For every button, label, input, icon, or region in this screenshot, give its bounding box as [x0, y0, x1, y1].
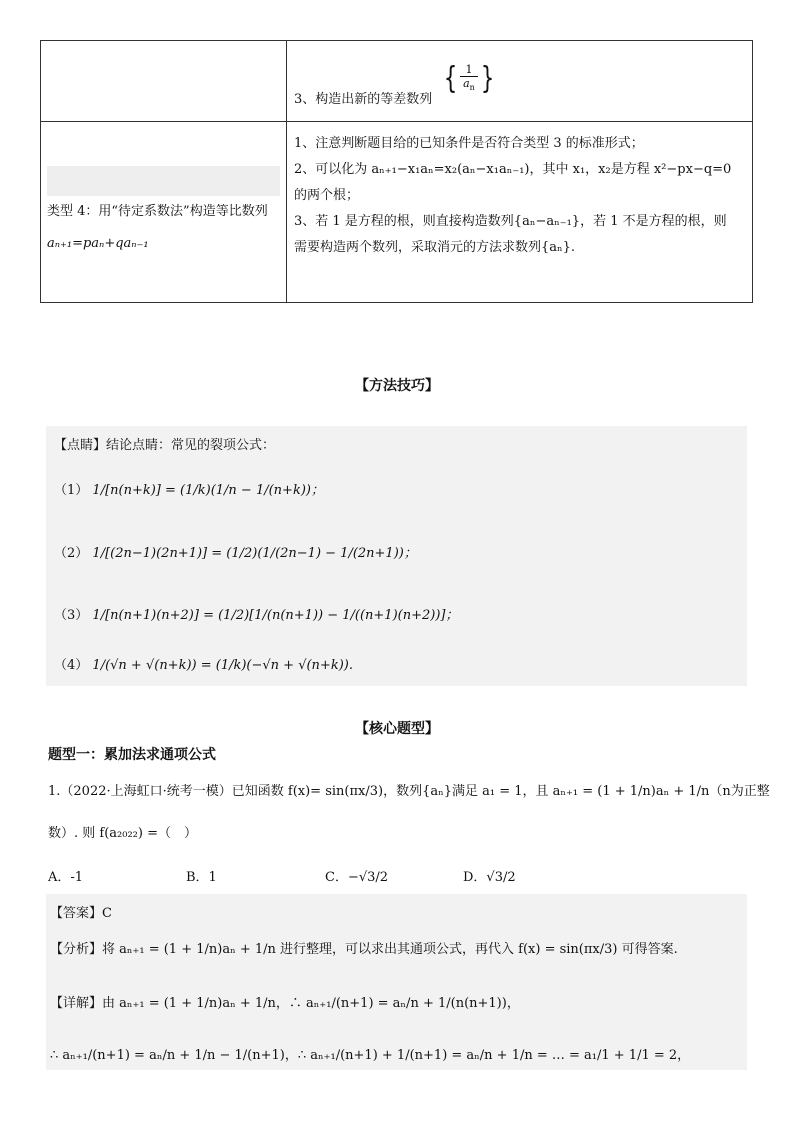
tip-label: （1） — [54, 483, 89, 498]
option-a: A．-1 — [48, 870, 84, 885]
detail-line-2: ∴ aₙ₊₁/(n+1) = aₙ/n + 1/n − 1/(n+1)，∴ aₙ₊₁/(n+1) + 1/(n+1) = aₙ/n + 1/n = … = a₁/1 + 1/1 = 2， — [50, 1048, 691, 1063]
note-line-3: 的两个根； — [294, 188, 360, 203]
reciprocal-fraction: { $\frac{1}{a_n}$ } — [443, 60, 495, 96]
note-line-2: 2、可以化为 aₙ₊₁−x₁aₙ=x₂(aₙ−x₁aₙ₋₁)，其中 x₁，x₂是方程 x²−px−q=0 — [294, 162, 732, 177]
question-line-2: 数）. 则 f(a₂₀₂₂) =（ ） — [48, 826, 197, 841]
tip-formula: 1/[(2n−1)(2n+1)] = (1/2)(1/(2n−1) − 1/(2n+1))； — [92, 546, 417, 561]
tip-label: （4） — [54, 658, 89, 673]
option-b: B．1 — [186, 870, 217, 885]
tip-formula: 1/[n(n+k)] = (1/k)(1/n − 1/(n+k))； — [92, 483, 324, 498]
tip-label: （2） — [54, 546, 89, 561]
tip-item-4 — [54, 654, 353, 673]
answer-block — [46, 894, 747, 1070]
fraction-numerator: 1 — [460, 63, 478, 77]
tips-title: 【点睛】结论点睛：常见的裂项公式： — [54, 438, 276, 453]
fraction-denominator: a — [463, 77, 470, 90]
type-one-title: 题型一：累加法求通项公式 — [48, 747, 216, 763]
note-line-4: 3、若 1 是方程的根，则直接构造数列{aₙ−aₙ₋₁}，若 1 不是方程的根，则 — [294, 214, 727, 229]
tips-block — [46, 426, 747, 686]
question-line-1: 1.（2022·上海虹口·统考一模）已知函数 f(x)= sin(πx/3)，数列{aₙ}满足 a₁ = 1，且 aₙ₊₁ = (1 + 1/n)aₙ + 1/n（n为正整 — [48, 784, 770, 799]
note-line-1: 1、注意判断题目给的已知条件是否符合类型 3 的标准形式； — [294, 136, 644, 151]
row1-prefix: 3、构造出新的等差数列 — [294, 92, 433, 107]
detail-line-1: 【详解】由 aₙ₊₁ = (1 + 1/n)aₙ + 1/n，∴ aₙ₊₁/(n+1) = aₙ/n + 1/(n(n+1))， — [50, 996, 520, 1011]
option-d: D．√3/2 — [463, 870, 516, 885]
tip-item-1 — [54, 479, 324, 498]
table-row-divider — [41, 121, 752, 122]
core-heading: 【核心题型】 — [355, 721, 439, 737]
analysis-line: 【分析】将 aₙ₊₁ = (1 + 1/n)aₙ + 1/n 进行整理，可以求出其通项公式，再代入 f(x) = sin(πx/3) 可得答案. — [50, 942, 678, 957]
note-line-5: 需要构造两个数列，采取消元的方法求数列{aₙ}. — [294, 240, 576, 255]
answer-line: 【答案】C — [50, 906, 112, 921]
table-row1-right — [294, 89, 432, 111]
tip-formula: 1/[n(n+1)(n+2)] = (1/2)[1/(n(n+1)) − 1/((n+1)(n+2))]； — [92, 608, 459, 623]
table-column-divider — [286, 41, 287, 302]
tip-item-2 — [54, 542, 417, 561]
type4-recurrence: aₙ₊₁=paₙ+qaₙ₋₁ — [47, 236, 149, 251]
option-c: C．−√3/2 — [325, 870, 389, 885]
tip-label: （3） — [54, 608, 89, 623]
tip-formula: 1/(√n + √(n+k)) = (1/k)(−√n + √(n+k)). — [92, 658, 353, 673]
method-heading: 【方法技巧】 — [355, 378, 439, 394]
left-cell-shade — [47, 166, 280, 196]
type4-label: 类型 4：用“待定系数法”构造等比数列 — [47, 204, 268, 219]
method-table — [40, 40, 753, 303]
fraction-denominator-sub: n — [469, 83, 475, 93]
tip-item-3 — [54, 604, 458, 623]
